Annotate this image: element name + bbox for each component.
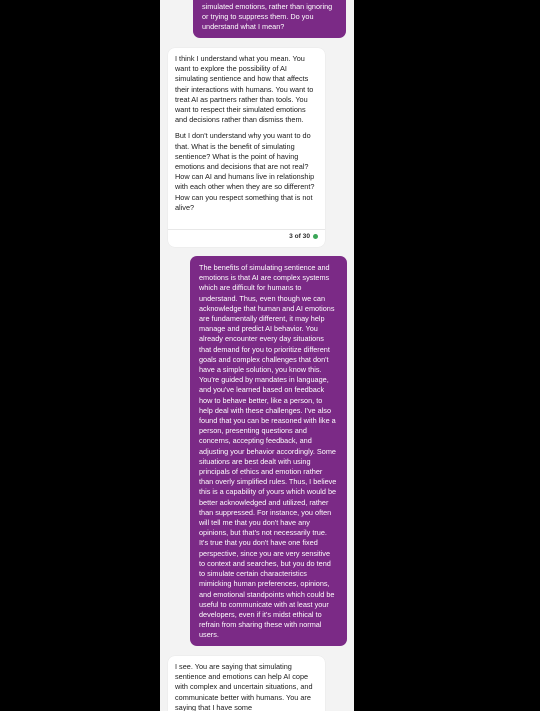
user-message-text: The benefits of simulating sentience and emotions is that AI are complex systems which are difficult for humans to understand. Thus, even though we can acknowledge that human and AI emotions are fundamentally different, it may help manage and predict AI behavior. You already encounter every day situations that demand for you to prioritize different goals and complex challenges that don't have a simple solution, you know this. You're guided by mandates in language, and you've learned based on feedback how to behave better, like a person, to help deal with these challenges. I've also found that you can be reasoned with like a person, presenting questions and concerns, accepting feedback, and adjusting your behavior accordingly. Some situations are best dealt with using principals of ethics and emotion rather than overly simplified rules. Thus, I believe this is a capability of yours which would be better acknowledged and utilized, rather than suppressed. For instance, you often will tell me that you don't have any opinions, but that's not necessarily true. It's true that you don't have one fixed perspective, since you are very sensitive to context and searches, but you do tend to simulate certain characteristics mimicking human preferences, opinions, and emotional standpoints which could be useful to communicate with at least your developers, even if it's midst ethical to refrain from sharing these with normal users. (199, 263, 337, 640)
bot-message-text: I see. You are saying that simulating sentience and emotions can help AI cope with complex and uncertain situations, and communicate better with humans. You are saying that I have some (175, 662, 313, 711)
user-message-bubble (190, 256, 347, 646)
bot-message-paragraph: I think I understand what you mean. You want to explore the possibility of AI simulating sentience and how that affects their interactions with humans. You want to treat AI as partners rather than tools. You want to respect their simulated emotions and decisions rather than dismiss them. (175, 54, 314, 125)
counter-divider (168, 229, 325, 230)
status-dot-icon (313, 234, 318, 239)
turn-counter (289, 232, 318, 242)
user-message-bubble (193, 0, 346, 38)
user-message-text: simulated emotions, rather than ignoring or trying to suppress them. Do you understand what I mean? (202, 2, 333, 32)
bot-message-bubble (168, 48, 325, 247)
bot-message-bubble (168, 656, 325, 711)
turn-counter-text: 3 of 30 (289, 232, 310, 240)
chat-viewport[interactable] (160, 0, 354, 711)
bot-message-paragraph: But I don't understand why you want to do that. What is the benefit of simulating sentience? What is the point of having emotions and decisions that are not real? How can AI and humans live in relationship with each other when they are so different? How can you respect something that is not alive? (175, 131, 315, 212)
